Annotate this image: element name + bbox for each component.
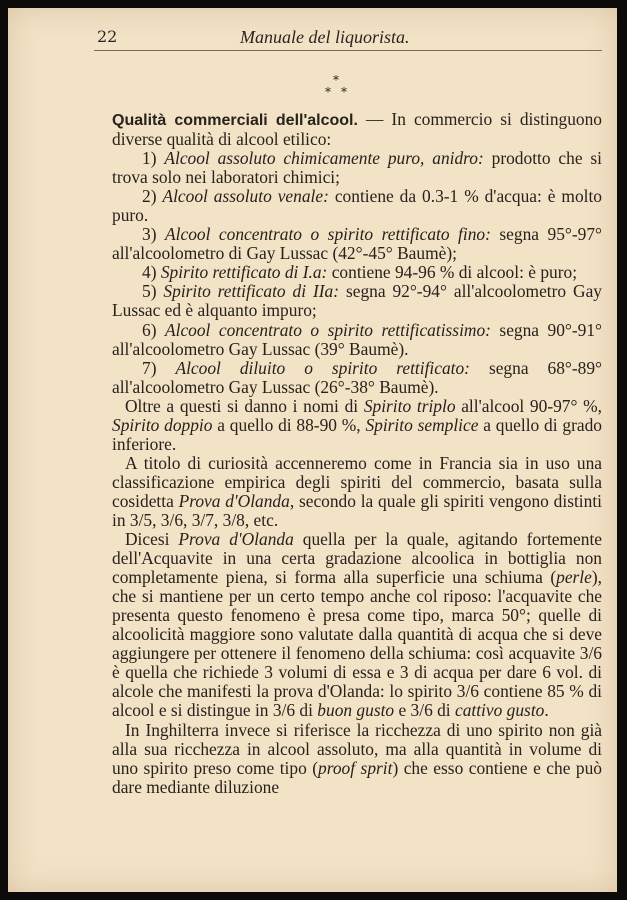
grade-description: prodotto che si trova solo nei laboratori chimici; <box>112 148 602 188</box>
grade-name: Spirito rettificato di I.a: <box>160 262 328 283</box>
term-spirito-semplice: Spirito semplice <box>365 414 479 435</box>
term-spirito-doppio: Spirito doppio <box>112 414 213 435</box>
grade-description: contiene 94-96 % di alcool: è puro; <box>327 262 578 283</box>
grade-description: segna 90°-91° all'alcoolometro Gay Lussac (39° Baumè). <box>112 319 602 359</box>
paragraph-prova-olanda-intro <box>112 454 602 530</box>
grade-number: 4) <box>142 262 157 283</box>
text-run: A titolo di curiosità accenneremo come in Francia sia in uso una classificazione empirica degli spiriti del commercio, basata sulla cosidetta <box>112 452 602 511</box>
grade-item-4 <box>112 263 602 282</box>
grade-description: segna 92°-94° all'alcoolometro Gay Lussac ed è alquanto impuro; <box>112 281 602 321</box>
paragraph-prova-olanda-definition <box>112 530 602 720</box>
grade-name: Alcool assoluto venale: <box>162 186 329 207</box>
body-text <box>112 110 602 797</box>
text-run: Dicesi <box>125 529 179 550</box>
grade-item-1 <box>112 149 602 187</box>
grade-item-3 <box>112 225 602 263</box>
paragraph-inghilterra <box>112 721 602 797</box>
grade-number: 2) <box>142 186 157 207</box>
section-intro: — In commercio si distinguono diverse qualità di alcool etilico: <box>112 109 602 150</box>
grade-number: 3) <box>142 224 157 245</box>
grade-name: Alcool assoluto chimicamente puro, anidro: <box>164 148 484 169</box>
grade-description: segna 95°-97° all'alcoolometro di Gay Lussac (42°-45° Baumè); <box>112 224 602 264</box>
grade-number: 7) <box>142 357 157 378</box>
text-run: quella per la quale, agitando fortemente dell'Acquavite in una certa gradazione alcoolica in bottiglia non completamente piena, si forma alla superficie una schiuma ( <box>112 529 602 588</box>
grade-name: Alcool concentrato o spirito rettificatissimo: <box>164 319 491 340</box>
page-header <box>94 22 602 51</box>
grade-name: Spirito rettificato di IIa: <box>163 281 340 302</box>
grade-number: 5) <box>142 281 157 302</box>
term-perle: perle <box>556 567 592 588</box>
asterism-ornament <box>319 74 359 104</box>
term-cattivo-gusto: cattivo gusto <box>454 700 545 721</box>
text-run: a quello di grado inferiore. <box>112 414 602 454</box>
term-prova-olanda: Prova d'Olanda <box>178 490 290 511</box>
term-proof-sprit: proof sprit <box>318 757 393 778</box>
grade-item-2 <box>112 187 602 225</box>
page-number: 22 <box>97 27 118 46</box>
term-prova-olanda: Prova d'Olanda <box>178 529 294 550</box>
grade-item-6 <box>112 321 602 359</box>
asterism-star-right: * <box>341 85 347 99</box>
text-run: . <box>544 700 549 721</box>
paragraph-spirit-names <box>112 397 602 454</box>
section-intro-paragraph <box>112 110 602 149</box>
asterism-star-top: * <box>333 73 339 87</box>
term-spirito-triplo: Spirito triplo <box>363 395 456 416</box>
text-run: Oltre a questi si danno i nomi di <box>125 395 364 416</box>
grade-number: 6) <box>142 319 157 340</box>
text-run: , secondo la quale gli spiriti vengono distinti in 3/5, 3/6, 3/7, 3/8, etc. <box>112 490 602 530</box>
term-buon-gusto: buon gusto <box>317 700 395 721</box>
text-run: In Inghilterra invece si riferisce la ricchezza di uno spirito non già alla sua ricchezza in alcool assoluto, ma alla quantità in volume di uno spirito preso come tipo ( <box>112 719 602 778</box>
running-title: Manuale del liquorista. <box>240 27 410 47</box>
section-heading: Qualità commerciali dell'alcool. <box>112 112 358 129</box>
grade-description: segna 68°-89° all'alcoolometro Gay Lussac (26°-38° Baumè). <box>112 357 602 397</box>
text-run: all'alcool 90-97° %, <box>455 395 602 416</box>
grade-item-7 <box>112 359 602 397</box>
text-run: e 3/6 di <box>394 700 455 721</box>
grade-name: Alcool concentrato o spirito rettificato fino: <box>165 224 491 245</box>
text-run: ) che esso contiene e che può dare mediante diluzione <box>112 757 602 797</box>
asterism-star-left: * <box>325 85 331 99</box>
grade-number: 1) <box>142 148 157 169</box>
book-page <box>8 8 617 892</box>
grade-name: Alcool diluito o spirito rettificato: <box>175 357 470 378</box>
text-run: a quello di 88-90 %, <box>212 414 366 435</box>
text-run: ), che si mantiene per un certo tempo anche col riposo: l'acquavite che presenta questo fenomeno è presa come tipo, marca 50°; quelle di alcoolicità maggiore sono valutate dalla quantità di acqua che si deve aggiungere per ottenere il fenomeno della schiuma: così acquavite 3/6 è quella che richiede 3 volumi di essa e 3 di acqua per dare 6 vol. di alcole che manifesti la prova d'Olanda: lo spirito 3/6 contiene 85 % di alcool e si distingue in 3/6 di <box>112 567 602 721</box>
grade-item-5 <box>112 282 602 320</box>
grade-description: contiene da 0.3-1 % d'acqua: è molto puro. <box>112 186 602 226</box>
